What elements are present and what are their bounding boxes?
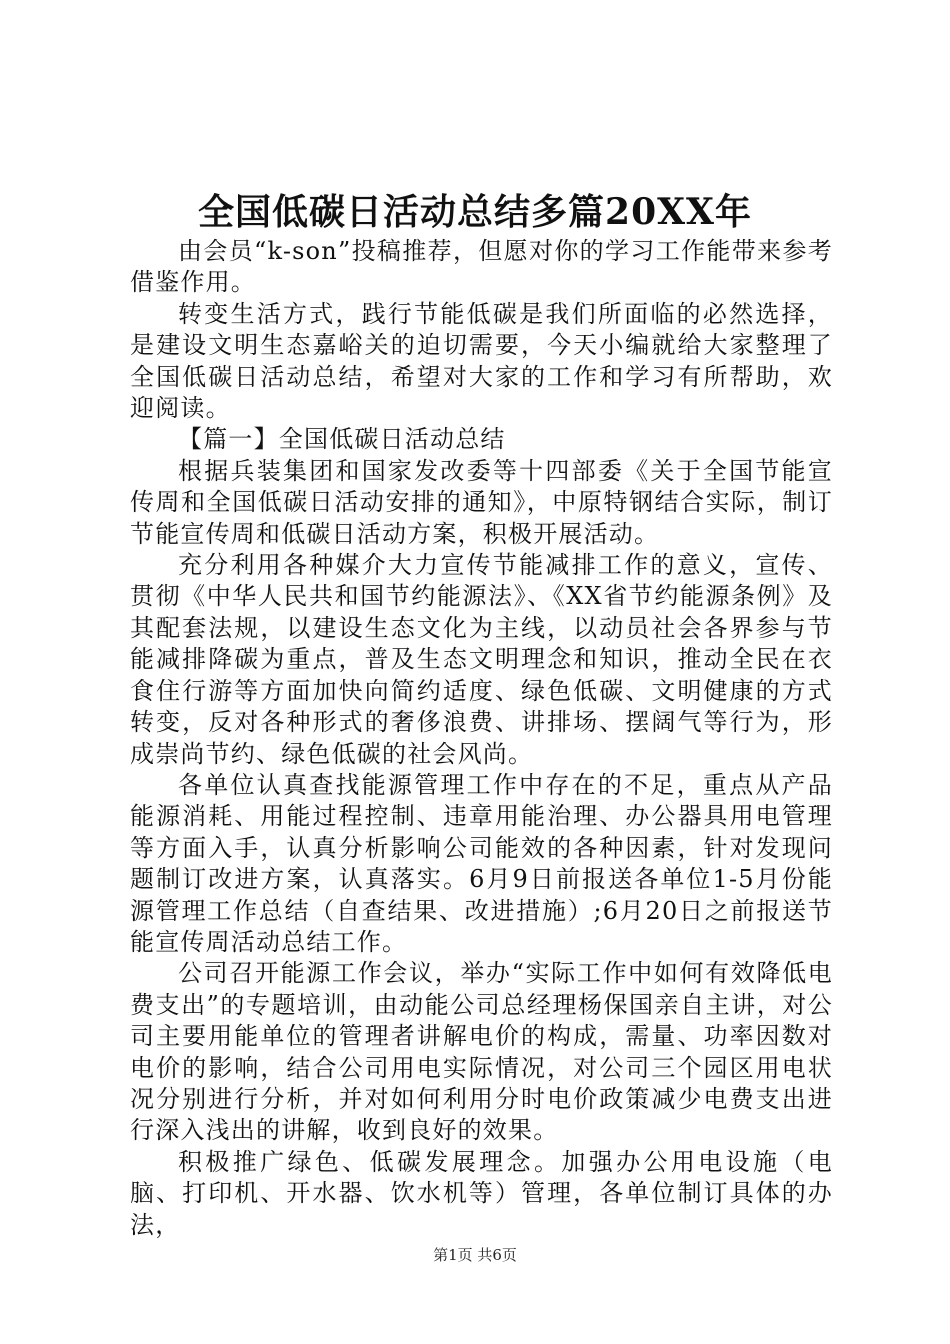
paragraph: 积极推广绿色、低碳发展理念。加强办公用电设施（电脑、打印机、开水器、饮水机等）管理，各单位制订具体的办法，	[130, 1147, 833, 1239]
paragraph: 公司召开能源工作会议，举办“实际工作中如何有效降低电费支出”的专题培训，由动能公司总经理杨保国亲自主讲，对公司主要用能单位的管理者讲解电价的构成，需量、功率因数对电价的影响，结合公司用电实际情况，对公司三个园区用电状况分别进行分析，并对如何利用分时电价政策减少电费支出进行深入浅出的讲解，收到良好的效果。	[130, 959, 833, 1145]
paragraph-intro: 由会员“k-son”投稿推荐，但愿对你的学习工作能带来参考借鉴作用。	[130, 237, 833, 297]
paragraph-lead: 转变生活方式，践行节能低碳是我们所面临的必然选择，是建设文明生态嘉峪关的迫切需要，今天小编就给大家整理了全国低碳日活动总结，希望对大家的工作和学习有所帮助，欢迎阅读。	[130, 299, 833, 423]
document-body	[130, 236, 833, 1241]
paragraph: 各单位认真查找能源管理工作中存在的不足，重点从产品能源消耗、用能过程控制、违章用能治理、办公器具用电管理等方面入手，认真分析影响公司能效的各种因素，针对发现问题制订改进方案，认真落实。6月9日前报送各单位1-5月份能源管理工作总结（自查结果、改进措施）;6月20日之前报送节能宣传周活动总结工作。	[130, 770, 833, 956]
section-heading: 【篇一】全国低碳日活动总结	[178, 425, 506, 454]
page-footer: 第1页 共6页	[433, 1246, 517, 1264]
paragraph: 根据兵装集团和国家发改委等十四部委《关于全国节能宣传周和全国低碳日活动安排的通知》，中原特钢结合实际，制订节能宣传周和低碳日活动方案，积极开展活动。	[130, 456, 833, 548]
document-title: 全国低碳日活动总结多篇20XX年	[198, 191, 752, 233]
paragraph: 充分利用各种媒介大力宣传节能减排工作的意义，宣传、贯彻《中华人民共和国节约能源法》、《XX省节约能源条例》及其配套法规，以建设生态文化为主线，以动员社会各界参与节能减排降碳为重点，普及生态文明理念和知识，推动全民在衣食住行游等方面加快向简约适度、绿色低碳、文明健康的方式转变，反对各种形式的奢侈浪费、讲排场、摆阔气等行为，形成崇尚节约、绿色低碳的社会风尚。	[130, 551, 833, 768]
